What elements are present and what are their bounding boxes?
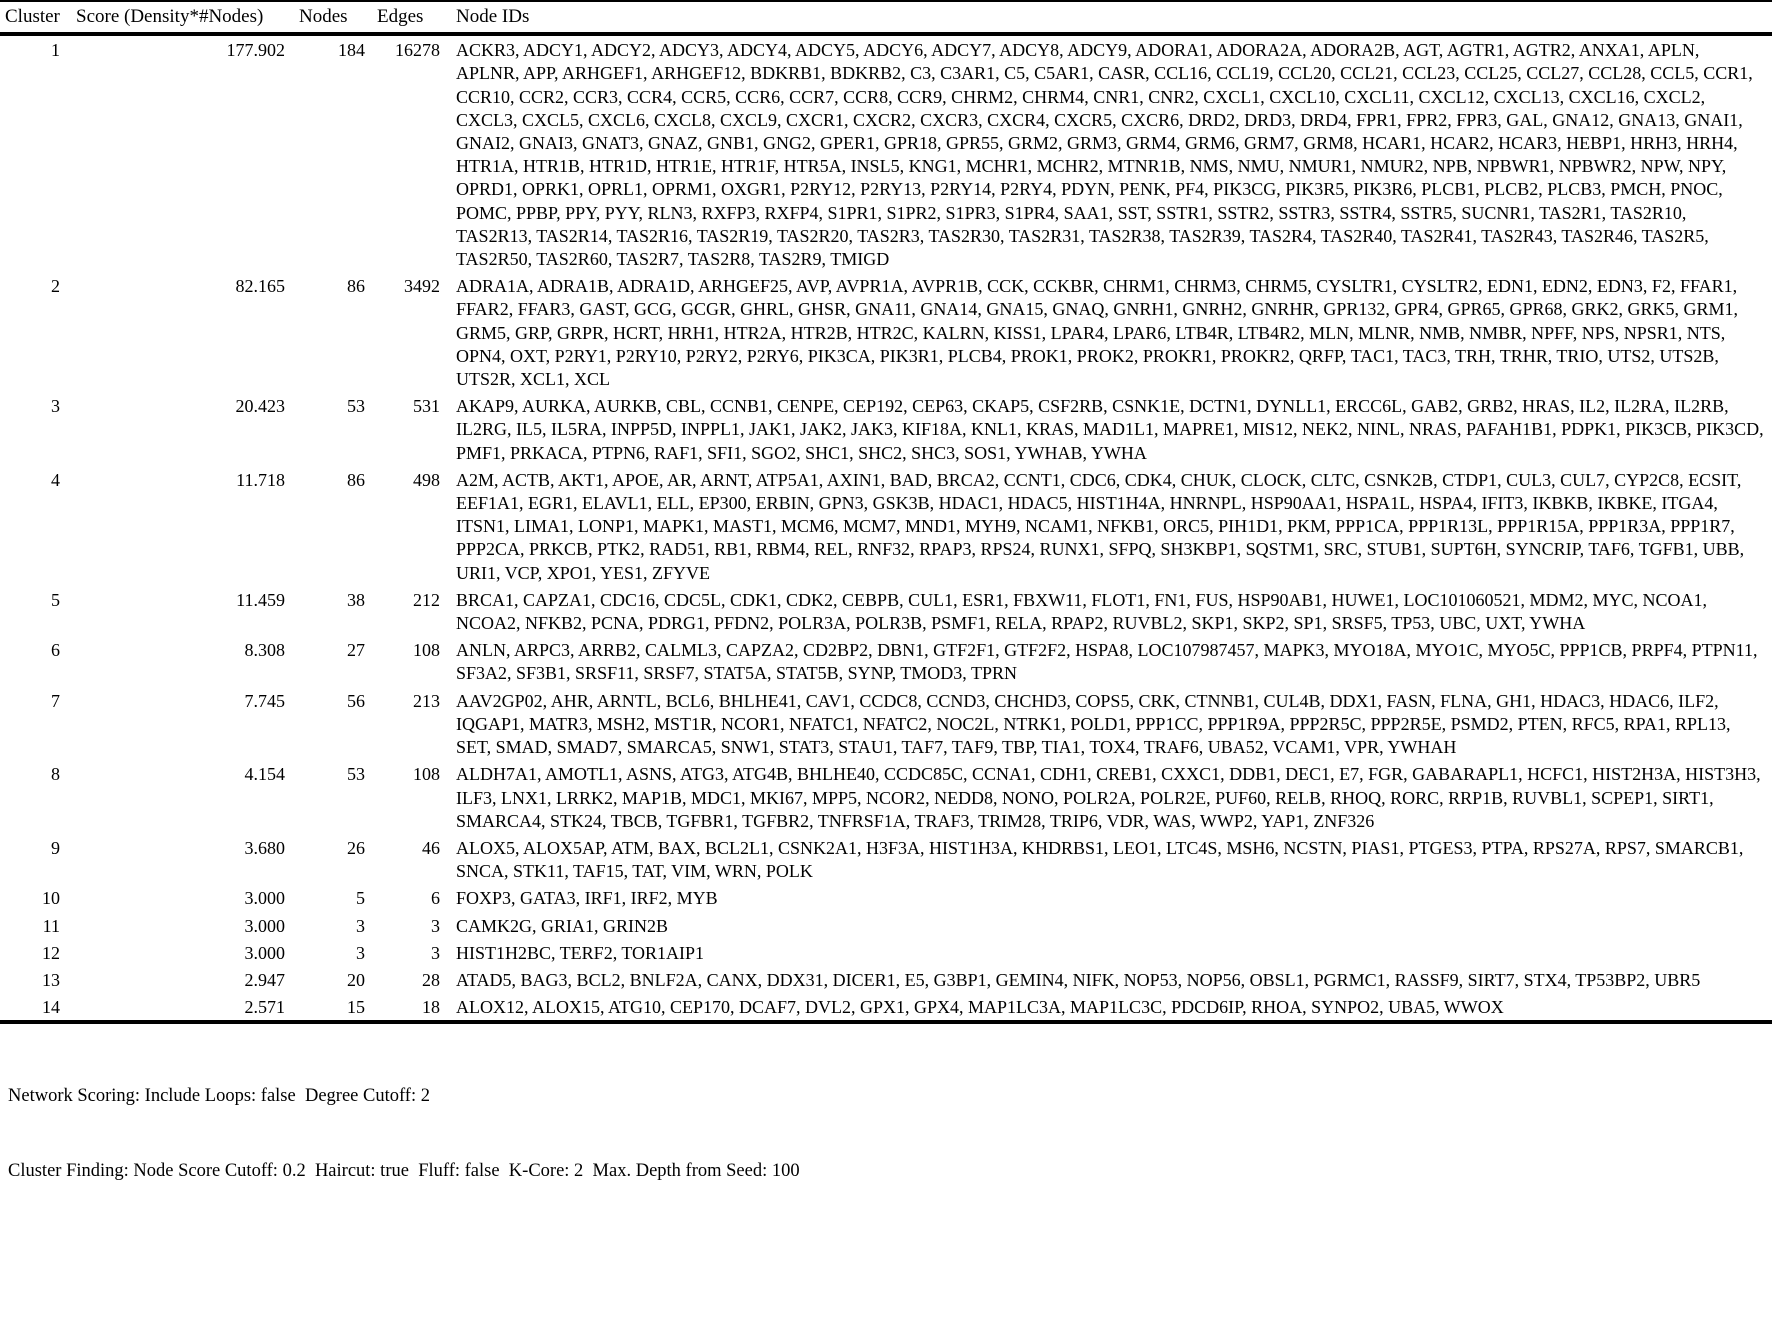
score-value: 4.154 [244, 764, 285, 785]
nodes-count: 3 [356, 915, 365, 936]
column-header-node-ids: Node IDs [440, 1, 1772, 34]
score-value: 2.571 [244, 997, 285, 1018]
node-ids-list: ALOX12, ALOX15, ATG10, CEP170, DCAF7, DVL2, GPX1, GPX4, MAP1LC3A, MAP1LC3C, PDCD6IP, RHOA, SYNPO2, UBA5, WWOX [456, 997, 1504, 1018]
edges-count: 3492 [404, 276, 440, 297]
cluster-number: 1 [51, 40, 60, 61]
score-value: 8.308 [244, 640, 285, 661]
table-row [0, 392, 1772, 466]
node-ids-list: BRCA1, CAPZA1, CDC16, CDC5L, CDK1, CDK2, CEBPB, CUL1, ESR1, FBXW11, FLOT1, FN1, FUS, HSP90AB1, HUWE1, LOC101060521, MDM2, MYC, NCOA1, NCOA2, NFKB2, PCNA, PDRG1, PFDN2, POLR3A, POLR3B, PSMF1, RELA, RPAP2, RUVBL2, SKP1, SKP2, SP1, SRSF5, TP53, UBC, UXT, YWHA [456, 589, 1707, 634]
edges-count: 498 [413, 469, 440, 490]
node-ids-list: ANLN, ARPC3, ARRB2, CALML3, CAPZA2, CD2BP2, DBN1, GTF2F1, GTF2F2, HSPA8, LOC107987457, MAPK3, MYO18A, MYO1C, MYO5C, PPP1CB, PRPF4, PTPN11, SF3A2, SF3B1, SRSF11, SRSF7, STAT5A, STAT5B, SYNP, TMOD3, TPRN [456, 640, 1758, 684]
score-value: 177.902 [226, 40, 285, 61]
column-header-score: Score (Density*#Nodes) [66, 1, 285, 34]
node-ids-list: ATAD5, BAG3, BCL2, BNLF2A, CANX, DDX31, DICER1, E5, G3BP1, GEMIN4, NIFK, NOP53, NOP56, OBSL1, PGRMC1, RASSF9, SIRT7, STX4, TP53BP2, UBR5 [456, 969, 1701, 990]
node-ids-list: ALDH7A1, AMOTL1, ASNS, ATG3, ATG4B, BHLHE40, CCDC85C, CCNA1, CDH1, CREB1, CXXC1, DDB1, DEC1, E7, FGR, GABARAPL1, HCFC1, HIST2H3A, HIST3H3, ILF3, LNX1, LRRK2, MAP1B, MDC1, MKI67, MPP5, NCOR2, NEDD8, NONO, POLR2A, POLR2E, PUF60, RELB, RHOQ, RORC, RRP1B, RUVBL1, SCPEP1, SIRT1, SMARCA4, STK24, TBCB, TGFBR1, TGFBR2, TNFRSF1A, TRAF3, TRIM28, TRIP6, VDR, WAS, WWP2, YAP1, ZNF326 [456, 764, 1761, 831]
table-row [0, 34, 1772, 272]
cluster-number: 4 [51, 469, 60, 490]
cluster-number: 3 [51, 396, 60, 417]
score-value: 7.745 [244, 690, 285, 711]
edges-count: 3 [431, 915, 440, 936]
score-value: 82.165 [235, 276, 285, 297]
table-row [0, 586, 1772, 636]
cluster-number: 9 [51, 837, 60, 858]
nodes-count: 15 [347, 997, 365, 1018]
cluster-number: 12 [42, 942, 60, 963]
score-value: 11.459 [236, 589, 285, 610]
node-ids-list: ALOX5, ALOX5AP, ATM, BAX, BCL2L1, CSNK2A1, H3F3A, HIST1H3A, KHDRBS1, LEO1, LTC4S, MSH6, NCSTN, PIAS1, PTGES3, PTPA, RPS27A, RPS7, SMARCB1, SNCA, STK11, TAF15, TAT, VIM, WRN, POLK [456, 837, 1744, 882]
table-row [0, 760, 1772, 834]
table-row [0, 687, 1772, 761]
edges-count: 108 [413, 640, 440, 661]
cluster-number: 2 [51, 276, 60, 297]
table-header [0, 1, 1772, 34]
cluster-number: 6 [51, 640, 60, 661]
table-row [0, 636, 1772, 686]
header-row [0, 1, 1772, 34]
node-ids-list: HIST1H2BC, TERF2, TOR1AIP1 [456, 942, 705, 963]
table-row [0, 884, 1772, 911]
nodes-count: 27 [347, 640, 365, 661]
node-ids-list: ACKR3, ADCY1, ADCY2, ADCY3, ADCY4, ADCY5, ADCY6, ADCY7, ADCY8, ADCY9, ADORA1, ADORA2A, ADORA2B, AGT, AGTR1, AGTR2, ANXA1, APLN, APLNR, APP, ARHGEF1, ARHGEF12, BDKRB1, BDKRB2, C3, C3AR1, C5, C5AR1, CASR, CCL16, CCL19, CCL20, CCL21, CCL23, CCL25, CCL27, CCL28, CCL5, CCR1, CCR10, CCR2, CCR3, CCR4, CCR5, CCR6, CCR7, CCR8, CCR9, CHRM2, CHRM4, CNR1, CNR2, CXCL1, CXCL10, CXCL11, CXCL12, CXCL13, CXCL16, CXCL2, CXCL3, CXCL5, CXCL6, CXCL8, CXCL9, CXCR1, CXCR2, CXCR3, CXCR4, CXCR5, CXCR6, DRD2, DRD3, DRD4, FPR1, FPR2, FPR3, GAL, GNA12, GNA13, GNAI1, GNAI2, GNAI3, GNAT3, GNAZ, GNB1, GNG2, GPER1, GPR18, GPR55, GRM2, GRM3, GRM4, GRM6, GRM7, GRM8, HCAR1, HCAR2, HCAR3, HEBP1, HRH3, HRH4, HTR1A, HTR1B, HTR1D, HTR1E, HTR1F, HTR5A, INSL5, KNG1, MCHR1, MCHR2, MTNR1B, NMS, NMU, NMUR1, NMUR2, NPB, NPBWR1, NPBWR2, NPW, NPY, OPRD1, OPRK1, OPRL1, OPRM1, OXGR1, P2RY12, P2RY13, P2RY14, P2RY4, PDYN, PENK, PF4, PIK3CG, PIK3R5, PIK3R6, PLCB1, PLCB2, PLCB3, PMCH, PNOC, POMC, PPBP, PPY, PYY, RLN3, RXFP3, RXFP4, S1PR1, S1PR2, S1PR3, S1PR4, SAA1, SST, SSTR1, SSTR2, SSTR3, SSTR4, SSTR5, SUCNR1, TAS2R1, TAS2R10, TAS2R13, TAS2R14, TAS2R16, TAS2R19, TAS2R20, TAS2R3, TAS2R30, TAS2R31, TAS2R38, TAS2R39, TAS2R4, TAS2R40, TAS2R41, TAS2R43, TAS2R46, TAS2R5, TAS2R50, TAS2R60, TAS2R7, TAS2R8, TAS2R9, TMIGD [456, 40, 1753, 270]
cluster-number: 13 [42, 969, 60, 990]
score-value: 11.718 [236, 469, 285, 490]
nodes-count: 184 [338, 40, 365, 61]
node-ids-list: AKAP9, AURKA, AURKB, CBL, CCNB1, CENPE, CEP192, CEP63, CKAP5, CSF2RB, CSNK1E, DCTN1, DYNLL1, ERCC6L, GAB2, GRB2, HRAS, IL2, IL2RA, IL2RB, IL2RG, IL5, IL5RA, INPP5D, INPPL1, JAK1, JAK2, JAK3, KIF18A, KNL1, KRAS, MAD1L1, MAPRE1, MIS12, NEK2, NINL, NRAS, PAFAH1B1, PDPK1, PIK3CB, PIK3CD, PMF1, PRKACA, PTPN6, RAF1, SFI1, SGO2, SHC1, SHC2, SHC3, SOS1, YWHAB, YWHA [456, 396, 1764, 463]
score-value: 20.423 [235, 396, 285, 417]
node-ids-list: FOXP3, GATA3, IRF1, IRF2, MYB [456, 888, 718, 909]
edges-count: 46 [422, 837, 440, 858]
score-value: 2.947 [244, 969, 285, 990]
score-value: 3.000 [244, 915, 285, 936]
table-footnotes [0, 1034, 1772, 1234]
cluster-number: 5 [51, 589, 60, 610]
score-value: 3.000 [244, 888, 285, 909]
table-row [0, 912, 1772, 939]
score-value: 3.000 [244, 942, 285, 963]
cluster-number: 14 [42, 997, 60, 1018]
nodes-count: 20 [347, 969, 365, 990]
nodes-count: 53 [347, 396, 365, 417]
nodes-count: 56 [347, 690, 365, 711]
edges-count: 3 [431, 942, 440, 963]
cluster-finding-note: Cluster Finding: Node Score Cutoff: 0.2 Haircut: true Fluff: false K-Core: 2 Max. Depth from Seed: 100 [8, 1161, 800, 1182]
table-row [0, 939, 1772, 966]
table-row [0, 993, 1772, 1022]
column-header-nodes: Nodes [285, 1, 365, 34]
nodes-count: 53 [347, 764, 365, 785]
node-ids-list: CAMK2G, GRIA1, GRIN2B [456, 915, 669, 936]
column-header-cluster: Cluster [0, 1, 66, 34]
table-row [0, 272, 1772, 392]
cluster-number: 10 [42, 888, 60, 909]
node-ids-list: AAV2GP02, AHR, ARNTL, BCL6, BHLHE41, CAV1, CCDC8, CCND3, CHCHD3, COPS5, CRK, CTNNB1, CUL4B, DDX1, FASN, FLNA, GH1, HDAC3, HDAC6, ILF2, IQGAP1, MATR3, MSH2, MST1R, NCOR1, NFATC1, NFATC2, NOC2L, NTRK1, POLD1, PPP1CC, PPP1R9A, PPP2R5C, PPP2R5E, PSMD2, PTEN, RFC5, RPA1, RPL13, SET, SMAD, SMAD7, SMARCA5, SNW1, STAT3, STAU1, TAF7, TAF9, TBP, TIA1, TOX4, TRAF6, UBA52, VCAM1, VPR, YWHAH [456, 690, 1731, 758]
nodes-count: 86 [347, 276, 365, 297]
cluster-number: 7 [51, 690, 60, 711]
edges-count: 6 [431, 888, 440, 909]
nodes-count: 5 [356, 888, 365, 909]
edges-count: 28 [422, 969, 440, 990]
table-row [0, 466, 1772, 586]
edges-count: 212 [413, 589, 440, 610]
nodes-count: 86 [347, 469, 365, 490]
cluster-number: 11 [42, 915, 60, 936]
edges-count: 108 [413, 764, 440, 785]
cluster-number: 8 [51, 764, 60, 785]
edges-count: 18 [422, 997, 440, 1018]
table-row [0, 966, 1772, 993]
network-scoring-note: Network Scoring: Include Loops: false Degree Cutoff: 2 [8, 1086, 430, 1107]
table-body [0, 34, 1772, 1022]
node-ids-list: ADRA1A, ADRA1B, ADRA1D, ARHGEF25, AVP, AVPR1A, AVPR1B, CCK, CCKBR, CHRM1, CHRM3, CHRM5, CYSLTR1, CYSLTR2, EDN1, EDN2, EDN3, F2, FFAR1, FFAR2, FFAR3, GAST, GCG, GCGR, GHRL, GHSR, GNA11, GNA14, GNA15, GNAQ, GNRH1, GNRH2, GNRHR, GPR132, GPR4, GPR65, GPR68, GRK2, GRK5, GRM1, GRM5, GRP, GRPR, HCRT, HRH1, HTR2A, HTR2B, HTR2C, KALRN, KISS1, LPAR4, LPAR6, LTB4R, LTB4R2, MLN, MLNR, NMB, NMBR, NPFF, NPS, NPSR1, NTS, OPN4, OXT, P2RY1, P2RY10, P2RY2, P2RY6, PIK3CA, PIK3R1, PLCB4, PROK1, PROK2, PROKR1, PROKR2, QRFP, TAC1, TAC3, TRH, TRHR, TRIO, UTS2, UTS2B, UTS2R, XCL1, XCL [456, 276, 1738, 390]
edges-count: 531 [413, 396, 440, 417]
table-row [0, 834, 1772, 884]
edges-count: 213 [413, 690, 440, 711]
nodes-count: 3 [356, 942, 365, 963]
nodes-count: 38 [347, 589, 365, 610]
node-ids-list: A2M, ACTB, AKT1, APOE, AR, ARNT, ATP5A1, AXIN1, BAD, BRCA2, CCNT1, CDC6, CDK4, CHUK, CLOCK, CLTC, CSNK2B, CTDP1, CUL3, CUL7, CYP2C8, ECSIT, EEF1A1, EGR1, ELAVL1, ELL, EP300, ERBIN, GPN3, GSK3B, HDAC1, HDAC5, HIST1H4A, HNRNPL, HSP90AA1, HSPA1L, HSPA4, IFIT3, IKBKB, IKBKE, ITGA4, ITSN1, LIMA1, LONP1, MAPK1, MAST1, MCM6, MCM7, MND1, MYH9, NCAM1, NFKB1, ORC5, PIH1D1, PKM, PPP1CA, PPP1R13L, PPP1R15A, PPP1R3A, PPP1R7, PPP2CA, PRKCB, PTK2, RAD51, RB1, RBM4, REL, RNF32, RPAP3, RPS24, RUNX1, SFPQ, SH3KBP1, SQSTM1, SRC, STUB1, SUPT6H, SYNCRIP, TAF6, TGFB1, UBB, URI1, VCP, XPO1, YES1, ZFYVE [456, 469, 1745, 583]
nodes-count: 26 [347, 837, 365, 858]
column-header-edges: Edges [365, 1, 440, 34]
edges-count: 16278 [395, 40, 440, 61]
score-value: 3.680 [244, 837, 285, 858]
